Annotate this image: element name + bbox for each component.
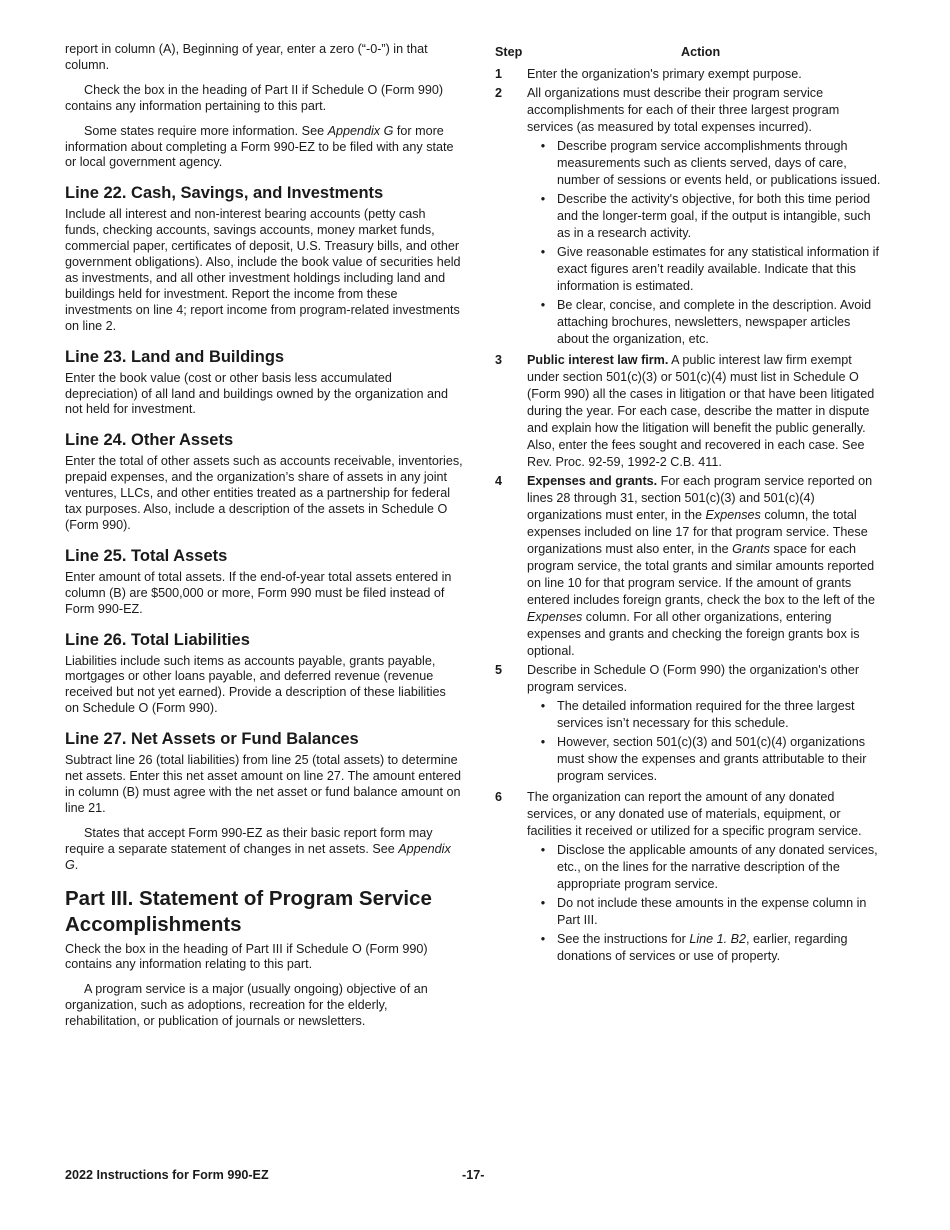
paragraph: Subtract line 26 (total liabilities) from line 25 (total assets) to determine net assets. Enter this net asset amount on line 27. The amount entered in column (B) must agree with the net asset or fund balance amount on line 21. bbox=[65, 753, 462, 815]
paragraph: Include all interest and non-interest bearing accounts (petty cash funds, checking accounts, savings accounts, money market funds, commercial paper, certificates of deposit, U.S. Treasury bills, and other government obligations). Also, include the book value of securities held as investments, and all other investment holdings including land and buildings held for investment. Report the income from these investments on line 4; report income from program-related investments on line 2. bbox=[65, 207, 461, 333]
text: Some states require more information. See bbox=[84, 123, 328, 138]
text: Describe the activity's objective, for both this time period and the longer-term goal, if the output is intangible, such as in a research activity. bbox=[557, 192, 871, 240]
text: column. For all other organizations, entering expenses and grants and checking the foreign grants box is optional. bbox=[527, 610, 860, 658]
text: Give reasonable estimates for any statistical information if exact figures aren’t readily available. Indicate that this information is estimated. bbox=[557, 245, 879, 293]
paragraph: Enter the book value (cost or other basis less accumulated depreciation) of all land and buildings owned by the organization and not held for investment. bbox=[65, 370, 448, 417]
step-row bbox=[495, 85, 885, 350]
steps-table bbox=[495, 45, 885, 969]
text: column, the total expenses included on line 17 for that program service. These organizations must also enter, in the bbox=[527, 508, 868, 556]
text: The detailed information required for the three largest services isn’t necessary for this schedule. bbox=[557, 699, 855, 730]
paragraph: Check the box in the heading of Part III if Schedule O (Form 990) contains any information relating to this part. bbox=[65, 941, 428, 972]
text: Describe program service accomplishments through measurements such as clients served, days of care, number of sessions or events held, or publications issued. bbox=[557, 139, 881, 187]
list-item bbox=[527, 698, 885, 732]
step-action: Enter the organization's primary exempt purpose. bbox=[527, 67, 802, 81]
step-number: 1 bbox=[495, 67, 503, 81]
text: Be clear, concise, and complete in the description. Avoid attaching brochures, newsletters, newspaper articles about the organization, etc. bbox=[557, 298, 872, 346]
bullet-list bbox=[527, 138, 885, 348]
step-action bbox=[527, 789, 885, 967]
paragraph: report in column (A), Beginning of year, enter a zero (“-0-”) in that column. bbox=[65, 42, 428, 72]
text-italic: Appendix G bbox=[65, 841, 451, 872]
bullet-list bbox=[527, 842, 885, 965]
column-header-step: Step bbox=[495, 45, 523, 59]
text: space for each program service, the total grants and similar amounts reported on line 10 for that program service. If the amount of grants entered includes foreign grants, check the box to the left of the bbox=[527, 542, 875, 607]
text: For each program service reported on lines 28 through 31, section 501(c)(3) and 501(c)(4) organizations must enter, in the bbox=[527, 474, 873, 522]
heading-line-25: Line 25. Total Assets bbox=[65, 546, 228, 565]
step-number: 5 bbox=[495, 663, 503, 677]
step-row bbox=[495, 662, 885, 787]
step-number: 3 bbox=[495, 353, 503, 367]
bullet: • bbox=[540, 699, 546, 713]
step-row bbox=[495, 473, 885, 660]
list-item bbox=[527, 895, 885, 929]
list-item bbox=[527, 842, 885, 893]
text: , earlier, regarding donations of services or use of property. bbox=[557, 932, 848, 963]
left-column bbox=[65, 42, 463, 1030]
step-action bbox=[527, 662, 885, 787]
bullet: • bbox=[540, 139, 546, 153]
step-row bbox=[495, 789, 885, 967]
bullet: • bbox=[540, 192, 546, 206]
paragraph: Enter amount of total assets. If the end-of-year total assets entered in column (B) are $500,000 or more, Form 990 must be filed instead of Form 990-EZ. bbox=[65, 569, 452, 616]
bullet: • bbox=[540, 843, 546, 857]
text: The organization can report the amount of any donated services, or any donated use of materials, equipment, or facilities it received or utilized for a specific program service. bbox=[527, 790, 862, 838]
step-number: 4 bbox=[495, 474, 503, 488]
bullet: • bbox=[540, 735, 546, 749]
text: . bbox=[74, 857, 79, 872]
text-italic: Expenses bbox=[527, 610, 583, 624]
column-header-action: Action bbox=[681, 45, 721, 59]
step-row bbox=[495, 352, 885, 471]
heading-line-24: Line 24. Other Assets bbox=[65, 431, 234, 450]
bullet: • bbox=[540, 245, 546, 259]
bullet-list bbox=[527, 698, 885, 785]
text: Do not include these amounts in the expense column in Part III. bbox=[557, 896, 867, 927]
bullet: • bbox=[540, 298, 546, 312]
paragraph bbox=[65, 826, 463, 874]
list-item bbox=[527, 734, 885, 785]
text-italic: Grants bbox=[732, 542, 770, 556]
bullet: • bbox=[540, 896, 546, 910]
text: Disclose the applicable amounts of any donated services, etc., on the lines for the narrative description of the appropriate program service. bbox=[557, 843, 878, 891]
text: Describe in Schedule O (Form 990) the organization's other program services. bbox=[527, 663, 860, 694]
paragraph bbox=[65, 124, 463, 172]
text-bold: Public interest law firm. bbox=[527, 353, 669, 367]
text-italic: Expenses bbox=[705, 508, 761, 522]
heading-line-27: Line 27. Net Assets or Fund Balances bbox=[65, 730, 359, 749]
paragraph: Liabilities include such items as accounts payable, grants payable, mortgages or other loans payable, and deferred revenue (revenue received but not yet earned). Provide a description of these liabilities on Schedule O (Form 990). bbox=[65, 653, 446, 716]
text bbox=[557, 931, 885, 965]
footer-title: 2022 Instructions for Form 990-EZ bbox=[65, 1168, 269, 1182]
text: A public interest law firm exempt under section 501(c)(3) or 501(c)(4) must list in Schedule O (Form 990) all the cases in litigation or that have been litigated during the year. For each case, describe the matter in dispute and explain how the litigation will benefit the public generally. Also, enter the fees sought and recovered in each case. See Rev. Proc. 92-59, 1992-2 C.B. 411. bbox=[527, 353, 875, 469]
text-italic: Line 1. B2 bbox=[689, 932, 747, 946]
table-header bbox=[495, 45, 885, 59]
text-bold: Expenses and grants. bbox=[527, 474, 658, 488]
step-row bbox=[495, 66, 885, 83]
list-item bbox=[527, 297, 885, 348]
heading-line-26: Line 26. Total Liabilities bbox=[65, 630, 250, 649]
list-item bbox=[527, 191, 885, 242]
text: for more information about completing a Form 990-EZ to be filed with any state or local government agency. bbox=[65, 123, 454, 170]
paragraph: A program service is a major (usually ongoing) objective of an organization, such as adoptions, recreation for the elderly, rehabilitation, or publication of journals or newsletters. bbox=[65, 982, 428, 1029]
bullet: • bbox=[540, 932, 546, 946]
step-number: 6 bbox=[495, 790, 503, 804]
text: All organizations must describe their program service accomplishments for each of their three largest program services (as measured by total expenses incurred). bbox=[527, 86, 840, 134]
list-item bbox=[527, 244, 885, 295]
step-action bbox=[527, 85, 885, 350]
list-item bbox=[527, 138, 885, 189]
step-number: 2 bbox=[495, 86, 503, 100]
heading-line-22: Line 22. Cash, Savings, and Investments bbox=[65, 184, 384, 203]
text-italic: Appendix G bbox=[327, 123, 394, 138]
paragraph: Enter the total of other assets such as accounts receivable, inventories, prepaid expenses, and the organization’s share of assets in any joint ventures, LLCs, and other entities treated as a partnership for federal tax purposes. Also, include a description of the assets in Schedule O (Form 990). bbox=[65, 454, 463, 532]
text: States that accept Form 990-EZ as their basic report form may require a separate statement of changes in net assets. See bbox=[65, 825, 433, 856]
text: However, section 501(c)(3) and 501(c)(4) organizations must show the expenses and grants attributable to their program services. bbox=[557, 735, 867, 783]
text: See the instructions for bbox=[557, 932, 690, 946]
page-number: -17- bbox=[462, 1168, 485, 1182]
heading-part-3: Part III. Statement of Program Service Accomplishments bbox=[65, 886, 432, 936]
step-action bbox=[527, 473, 885, 660]
list-item bbox=[527, 931, 885, 965]
paragraph: Check the box in the heading of Part II if Schedule O (Form 990) contains any information pertaining to this part. bbox=[65, 82, 444, 113]
heading-line-23: Line 23. Land and Buildings bbox=[65, 347, 285, 366]
step-action bbox=[527, 352, 885, 471]
